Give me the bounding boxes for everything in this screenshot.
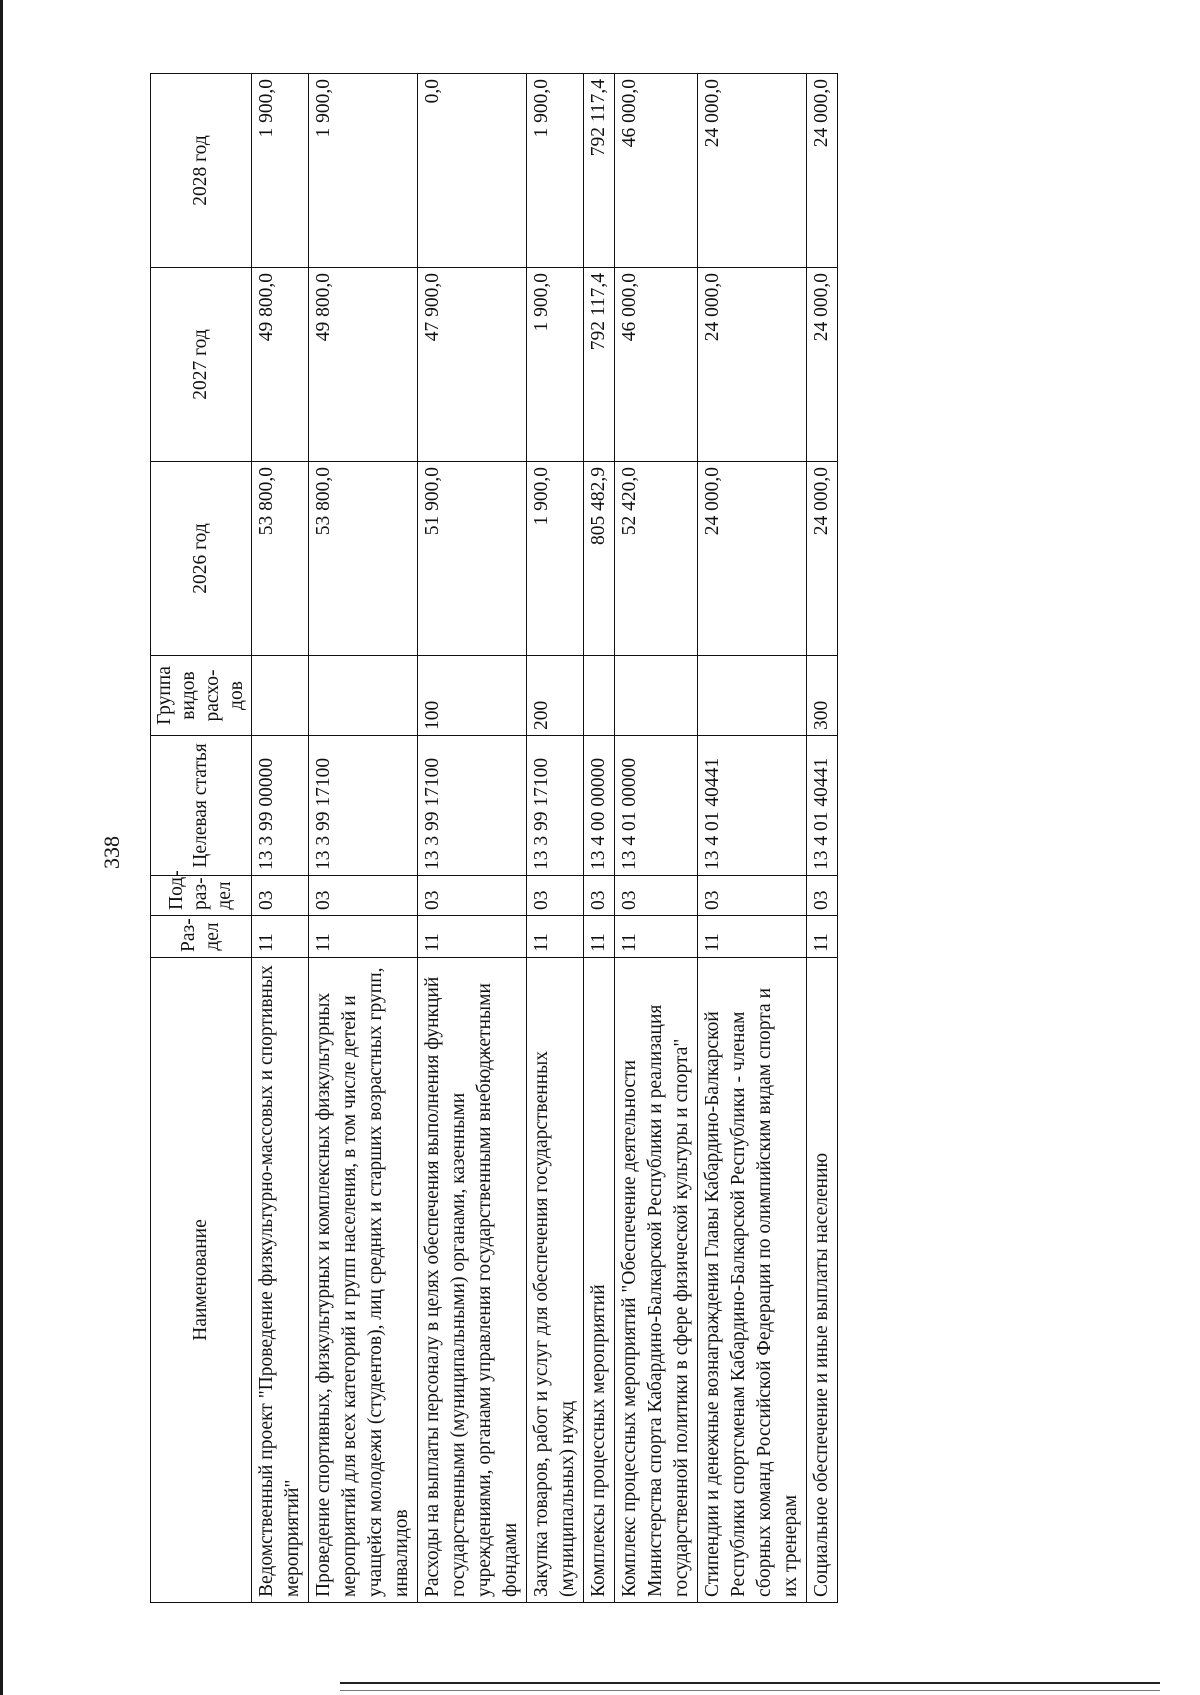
cell-podrazdel: 03: [252, 876, 309, 916]
cell-razdel: 11: [309, 916, 418, 958]
cell-group: 100: [418, 656, 527, 736]
cell-group: [252, 656, 309, 736]
cell-podrazdel: 03: [584, 876, 615, 916]
cell-2026: 24 000,0: [807, 462, 838, 656]
cell-name: Расходы на выплаты персоналу в целях обеспечения выполнения функций государственными (муниципальными) органами, казенными учреждениями, органами управления государственными внебюджетными фондами: [418, 958, 527, 1603]
cell-name: Стипендии и денежные вознаграждения Главы Кабардино-Балкарской Республики спортсменам Кабардино-Балкарской Республики - членам сборных команд Российской Федерации по олимпийским видам спорта и их тренерам: [698, 958, 807, 1603]
cell-podrazdel: 03: [418, 876, 527, 916]
cell-razdel: 11: [584, 916, 615, 958]
table-row: [252, 74, 309, 1603]
cell-2027: 792 117,4: [584, 268, 615, 462]
budget-table: [150, 73, 838, 1603]
cell-2026: 1 900,0: [527, 462, 584, 656]
cell-target: 13 3 99 00000: [252, 736, 309, 876]
cell-2027: 24 000,0: [698, 268, 807, 462]
cell-group: [584, 656, 615, 736]
cell-target: 13 4 01 40441: [807, 736, 838, 876]
table-row: [615, 74, 698, 1603]
cell-target: 13 4 01 00000: [615, 736, 698, 876]
cell-razdel: 11: [418, 916, 527, 958]
cell-podrazdel: 03: [527, 876, 584, 916]
cell-name: Комплексы процессных мероприятий: [584, 958, 615, 1603]
header-2026: 2026 год: [151, 462, 252, 656]
cell-razdel: 11: [807, 916, 838, 958]
cell-podrazdel: 03: [807, 876, 838, 916]
cell-group: [615, 656, 698, 736]
cell-2027: 49 800,0: [309, 268, 418, 462]
cell-name: Ведомственный проект "Проведение физкультурно-массовых и спортивных мероприятий": [252, 958, 309, 1603]
cell-2027: 24 000,0: [807, 268, 838, 462]
cell-razdel: 11: [615, 916, 698, 958]
cell-razdel: 11: [527, 916, 584, 958]
cell-2027: 1 900,0: [527, 268, 584, 462]
table-row: [527, 74, 584, 1603]
cell-podrazdel: 03: [615, 876, 698, 916]
cell-group: 200: [527, 656, 584, 736]
cell-razdel: 11: [698, 916, 807, 958]
cell-2026: 53 800,0: [252, 462, 309, 656]
cell-2027: 49 800,0: [252, 268, 309, 462]
cell-group: [698, 656, 807, 736]
cell-group: [309, 656, 418, 736]
header-razdel: Раз-дел: [151, 916, 252, 958]
table-header-row: [151, 74, 252, 1603]
cell-2028: 792 117,4: [584, 74, 615, 268]
cell-2026: 51 900,0: [418, 462, 527, 656]
cell-2028: 1 900,0: [309, 74, 418, 268]
cell-2026: 53 800,0: [309, 462, 418, 656]
header-podrazdel: Под-раз-дел: [151, 876, 252, 916]
table-row: [584, 74, 615, 1603]
cell-name: Проведение спортивных, физкультурных и комплексных физкультурных мероприятий для всех категорий и групп населения, в том числе детей и учащейся молодежи (студентов), лиц средних и старших возрастных групп, инвалидов: [309, 958, 418, 1603]
cell-target: 13 3 99 17100: [309, 736, 418, 876]
cell-target: 13 4 01 40441: [698, 736, 807, 876]
table-row: [698, 74, 807, 1603]
cell-2028: 24 000,0: [698, 74, 807, 268]
cell-group: 300: [807, 656, 838, 736]
header-target: Целевая статья: [151, 736, 252, 876]
table-row: [309, 74, 418, 1603]
cell-podrazdel: 03: [698, 876, 807, 916]
cell-2028: 0,0: [418, 74, 527, 268]
cell-target: 13 4 00 00000: [584, 736, 615, 876]
header-group: Группа видов расхо-дов: [151, 656, 252, 736]
cell-name: Закупка товаров, работ и услуг для обеспечения государственных (муниципальных) нужд: [527, 958, 584, 1603]
cell-target: 13 3 99 17100: [527, 736, 584, 876]
scan-artifact-line: [340, 1682, 1160, 1691]
cell-2026: 805 482,9: [584, 462, 615, 656]
cell-2026: 52 420,0: [615, 462, 698, 656]
table-row: [807, 74, 838, 1603]
header-2027: 2027 год: [151, 268, 252, 462]
cell-2028: 46 000,0: [615, 74, 698, 268]
cell-2026: 24 000,0: [698, 462, 807, 656]
cell-target: 13 3 99 17100: [418, 736, 527, 876]
rotated-page: [75, 50, 1135, 1655]
cell-2028: 24 000,0: [807, 74, 838, 268]
page-number: 338: [99, 836, 124, 869]
cell-2027: 47 900,0: [418, 268, 527, 462]
cell-razdel: 11: [252, 916, 309, 958]
cell-2028: 1 900,0: [252, 74, 309, 268]
cell-2028: 1 900,0: [527, 74, 584, 268]
scan-edge: [0, 0, 3, 1695]
cell-name: Социальное обеспечение и иные выплаты населению: [807, 958, 838, 1603]
table-row: [418, 74, 527, 1603]
cell-2027: 46 000,0: [615, 268, 698, 462]
header-2028: 2028 год: [151, 74, 252, 268]
header-name: Наименование: [151, 958, 252, 1603]
cell-podrazdel: 03: [309, 876, 418, 916]
cell-name: Комплекс процессных мероприятий "Обеспечение деятельности Министерства спорта Кабардино-Балкарской Республики и реализация государственной политики в сфере физической культуры и спорта": [615, 958, 698, 1603]
